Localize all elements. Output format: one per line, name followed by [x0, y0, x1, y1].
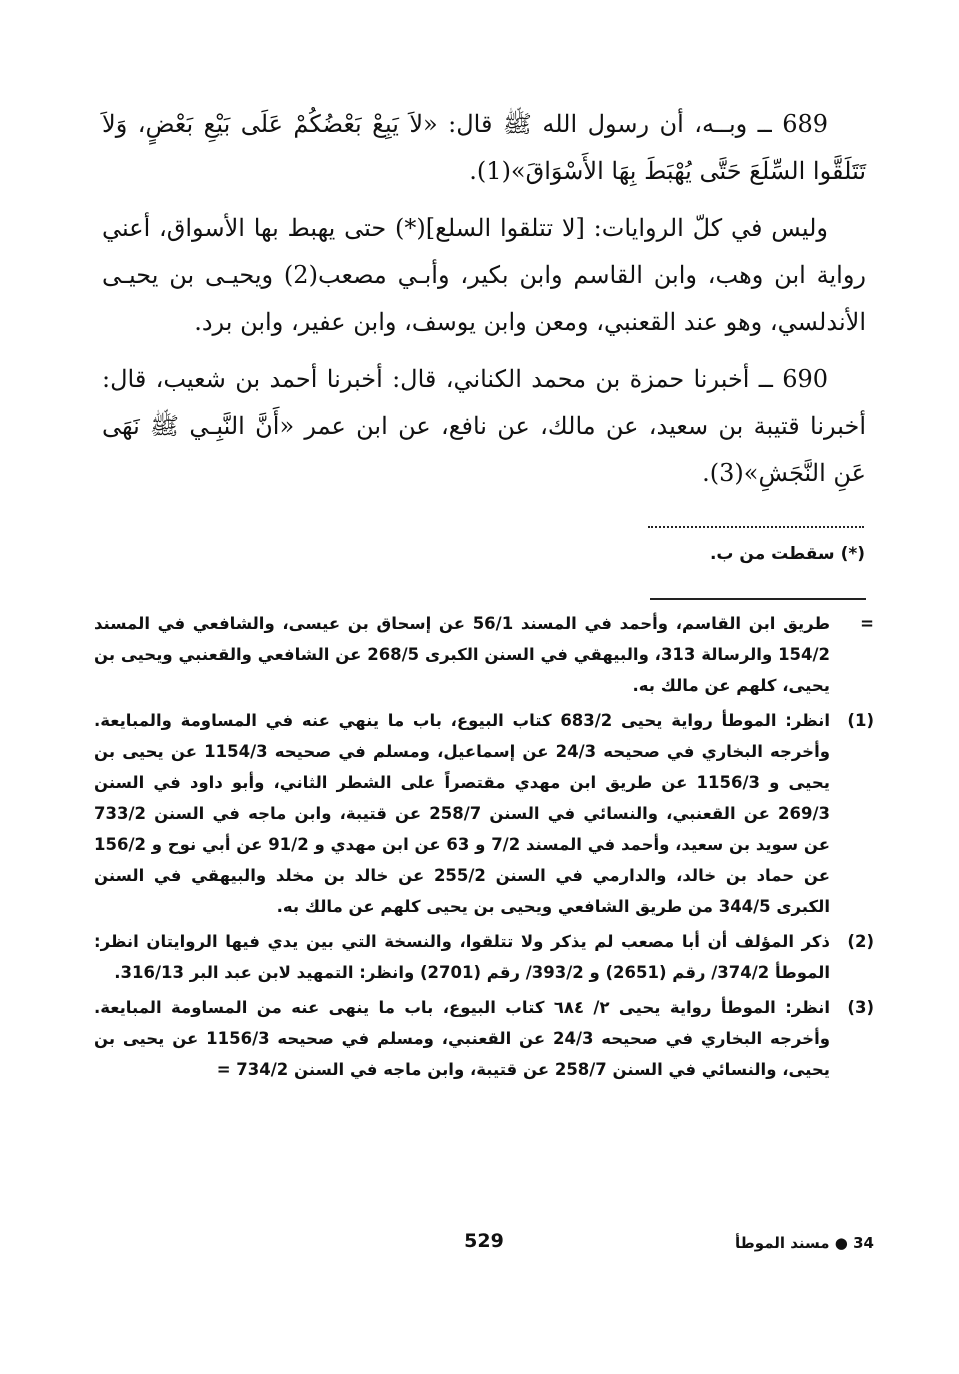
footnote-text: طريق ابن القاسم، وأحمد في المسند 56/1 عن إسحاق بن عيسى، والشافعي في المسند 154/2 والرسالة 313، والبيهقي في السنن الكبرى 268/5 عن الشافعي والقعنبي ويحيى بن يحيى، كلهم عن مالك به. [94, 614, 831, 695]
footnote-text: انظر: الموطأ رواية يحيى ٢/ ٦٨٤ كتاب البيوع، باب ما ينهى عنه من المساومة المبايعة. وأخرجه البخاري في صحيحه 24/3 عن القعنبي، ومسلم في صحيحه 1156/3 عن يحيى بن يحيى، والنسائي في السنن 258/7 عن قتيبة، وابن ماجه في السنن 734/2 = [94, 998, 830, 1079]
footnote-text: انظر: الموطأ رواية يحيى 683/2 كتاب البيوع، باب ما ينهي عنه في المساومة والمبايعة. وأخرجه البخاري في صحيحه 24/3 عن إسماعيل، ومسلم في صحيحه 1154/3 عن يحيى بن يحيى و 1156/3 عن طريق ابن مهدي مقتصراً على الشطر الثاني، وأبو داود في السنن 269/3 عن القعنبي، والنسائي في السنن 258/7 عن قتيبة، وابن ماجه في السنن 733/2 عن سويد بن سعيد، وأحمد في المسند 7/2 و 63 عن ابن مهدي و 91/2 عن أبي نوح و 156/2 عن حماد بن خالد، والدارمي في السنن 255/2 عن خالد بن مخلد والبيهقي في السنن الكبرى 344/5 من طريق الشافعي ويحيى بن يحيى كلهم عن مالك به. [94, 711, 831, 916]
page-footer [94, 1228, 874, 1258]
hadith-690: 690 ــ أخبرنا حمزة بن محمد الكناني، قال: أخبرنا أحمد بن شعيب، قال: أخبرنا قتيبة بن سعيد، عن مالك، عن نافع، عن ابن عمر «أَنَّ النَّبِـي ﷺ نَهَى عَنِ النَّجَشِ»(3). [102, 365, 866, 487]
footnote-marker: (1) [847, 711, 874, 730]
narrations-paragraph: وليس في كلّ الروايات: [لا تتلقوا السلع](*) حتى يهبط بها الأسواق، أعني رواية ابن وهب، وابن القاسم وابن بكير، وأبـي مصعب(2) ويحيـى بن يحيـى الأندلسي، وهو عند القعنبي، ومعن وابن يوسف، وابن عفير، وابن برد. [102, 214, 867, 336]
footnote-marker: (3) [847, 998, 874, 1017]
asterisk-note: (*) سقطت من ب. [709, 544, 865, 564]
footnote-3 [94, 992, 874, 1085]
dotted-separator [648, 520, 864, 528]
hadith-689: 689 ــ وبــه، أن رسول الله ﷺ قال: «لاَ يَبِعْ بَعْضُكُمْ عَلَى بَيْعِ بَعْضٍ، وَلاَ تَتَلَقَّوا السِّلَعَ حَتَّى يُهْبَطَ بِهَا الأَسْوَاقَ»(1). [102, 110, 866, 185]
footnote-1 [94, 705, 874, 922]
page-number: 529 [464, 1230, 504, 1252]
footnote-continuation [94, 608, 874, 701]
footnotes [94, 608, 874, 1089]
footnote-2 [94, 926, 874, 988]
main-text [102, 101, 866, 507]
footnote-marker: = [860, 614, 874, 633]
footnote-text: ذكر المؤلف أن أبا مصعب لم يذكر ولا تتلقوا، والنسخة التي بين يدي فيها الروايتان انظر: الموطأ 374/2/ رقم (2651) و 393/2/ رقم (2701) وانظر: التمهيد لابن عبد البر 316/13. [94, 932, 830, 982]
footnote-marker: (2) [847, 932, 874, 951]
footnote-separator [650, 598, 866, 600]
book-signature: 34 ● مسند الموطأ [735, 1234, 874, 1252]
